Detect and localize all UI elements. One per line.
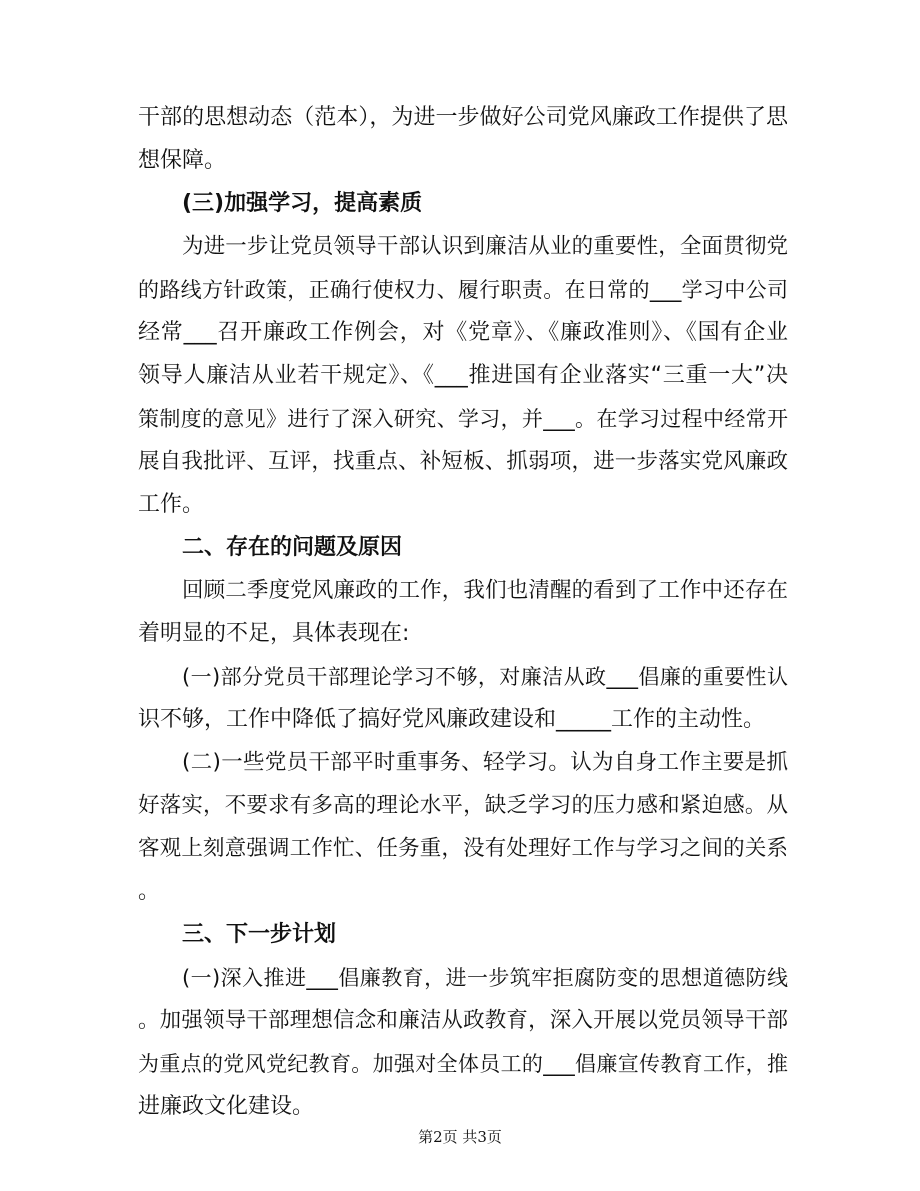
paragraph-line: 想保障。 (138, 148, 227, 173)
paragraph-line: 为重点的党风党纪教育。加强对全体员工的___倡廉宣传教育工作，推 (138, 1052, 788, 1076)
paragraph-line: 策制度的意见》进行了深入研究、学习，并___。在学习过程中经常开 (138, 407, 788, 431)
paragraph-line: 展自我批评、互评，找重点、补短板、抓弱项，进一步落实党风廉政 (138, 449, 788, 474)
paragraph-line: 进廉政文化建设。 (138, 1094, 315, 1119)
paragraph-line: (一)深入推进___倡廉教育，进一步筑牢拒腐防变的思想道德防线 (182, 966, 788, 990)
paragraph-line: 领导人廉洁从业若干规定》、《___推进国有企业落实“三重一大”决 (138, 363, 788, 388)
paragraph-line: 的路线方针政策，正确行使权力、履行职责。在日常的___学习中公司 (138, 278, 788, 302)
paragraph-line: 为进一步让党员领导干部认识到廉洁从业的重要性，全面贯彻党 (182, 234, 788, 259)
paragraph-line: 客观上刻意强调工作忙、任务重，没有处理好工作与学习之间的关系 (138, 836, 788, 861)
paragraph-line: 干部的思想动态（范本），为进一步做好公司党风廉政工作提供了思 (138, 105, 788, 130)
section-heading: 三、下一步计划 (182, 922, 337, 947)
paragraph-line: 回顾二季度党风廉政的工作，我们也清醒的看到了工作中还存在 (182, 578, 788, 603)
paragraph-line: 着明显的不足，具体表现在: (138, 621, 410, 646)
paragraph-line: 识不够，工作中降低了搞好党风廉政建设和_____工作的主动性。 (138, 707, 766, 732)
page-number-footer: 第2页 共3页 (418, 1128, 502, 1146)
paragraph-line: 经常___召开廉政工作例会，对《党章》、《廉政准则》、《国有企业 (138, 320, 788, 345)
paragraph-line: (二)一些党员干部平时重事务、轻学习。认为自身工作主要是抓 (182, 750, 788, 775)
paragraph-line: 工作。 (138, 492, 205, 517)
paragraph-line: (一)部分党员干部理论学习不够，对廉洁从政___倡廉的重要性认 (182, 665, 788, 689)
section-heading: 二、存在的问题及原因 (182, 535, 403, 560)
section-heading: (三)加强学习，提高素质 (182, 191, 423, 216)
paragraph-line: 好落实，不要求有多高的理论水平，缺乏学习的压力感和紧迫感。从 (138, 793, 788, 818)
paragraph-line: 。加强领导干部理想信念和廉洁从政教育，深入开展以党员领导干部 (138, 1008, 788, 1033)
paragraph-line: 。 (138, 879, 161, 904)
